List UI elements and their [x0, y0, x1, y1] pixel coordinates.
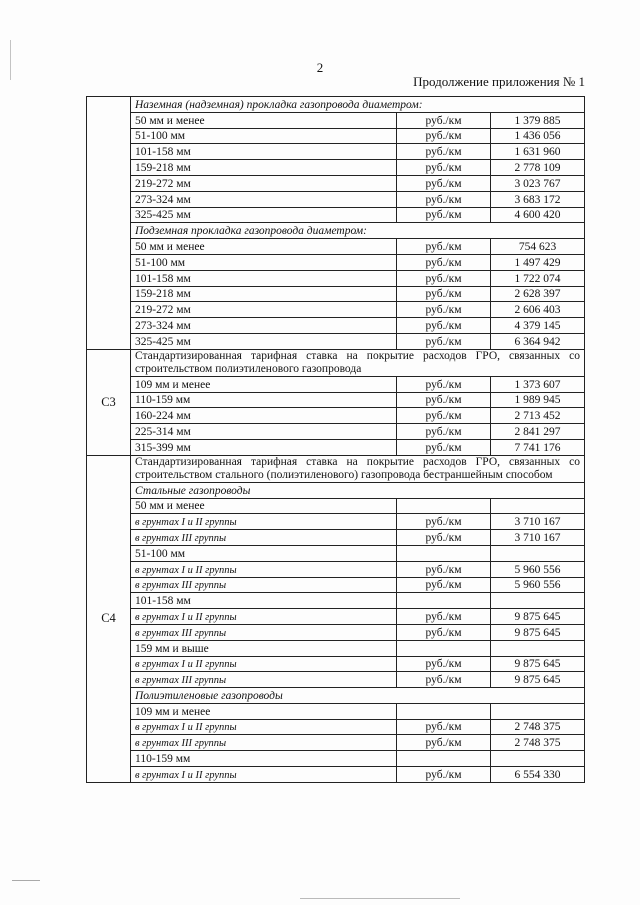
table-row: [87, 561, 585, 577]
soil-group-label: в грунтах III группы: [131, 672, 397, 688]
diameter-label: 315-399 мм: [131, 439, 397, 455]
value-cell: 1 436 056: [491, 128, 585, 144]
page-number: 2: [316, 60, 324, 75]
unit-cell: руб./км: [397, 439, 491, 455]
value-cell: 7 741 176: [491, 439, 585, 455]
table-row: [87, 376, 585, 392]
table-row: [87, 609, 585, 625]
value-cell: 3 023 767: [491, 175, 585, 191]
table-row: [87, 703, 585, 719]
diameter-label: 109 мм и менее: [131, 703, 397, 719]
unit-cell: руб./км: [397, 302, 491, 318]
code-cell: [87, 97, 131, 350]
table-row: [87, 223, 585, 239]
table-row: [87, 455, 585, 482]
unit-cell: руб./км: [397, 286, 491, 302]
value-cell: 6 554 330: [491, 767, 585, 783]
value-cell: 9 875 645: [491, 672, 585, 688]
diameter-label: 50 мм и менее: [131, 239, 397, 255]
unit-cell: руб./км: [397, 561, 491, 577]
code-cell: С4: [87, 455, 131, 782]
unit-cell: [397, 545, 491, 561]
table-row: [87, 767, 585, 783]
table-row: [87, 530, 585, 546]
value-cell: 3 710 167: [491, 514, 585, 530]
table-row: [87, 577, 585, 593]
table-row: [87, 424, 585, 440]
unit-cell: руб./км: [397, 609, 491, 625]
value-cell: 4 600 420: [491, 207, 585, 223]
unit-cell: руб./км: [397, 624, 491, 640]
value-cell: 1 373 607: [491, 376, 585, 392]
value-cell: [491, 545, 585, 561]
value-cell: 3 683 172: [491, 191, 585, 207]
value-cell: 9 875 645: [491, 624, 585, 640]
diameter-label: 159 мм и выше: [131, 640, 397, 656]
value-cell: 2 778 109: [491, 160, 585, 176]
unit-cell: руб./км: [397, 424, 491, 440]
value-cell: 2 748 375: [491, 719, 585, 735]
diameter-label: 51-100 мм: [131, 545, 397, 561]
unit-cell: руб./км: [397, 656, 491, 672]
unit-cell: руб./км: [397, 191, 491, 207]
unit-cell: руб./км: [397, 207, 491, 223]
unit-cell: руб./км: [397, 112, 491, 128]
unit-cell: руб./км: [397, 719, 491, 735]
value-cell: 5 960 556: [491, 577, 585, 593]
table-row: [87, 688, 585, 704]
unit-cell: [397, 703, 491, 719]
diameter-label: 273-324 мм: [131, 191, 397, 207]
unit-cell: [397, 593, 491, 609]
table-row: [87, 254, 585, 270]
table-row: [87, 656, 585, 672]
diameter-label: 101-158 мм: [131, 144, 397, 160]
diameter-label: 159-218 мм: [131, 160, 397, 176]
table-row: [87, 144, 585, 160]
value-cell: 1 989 945: [491, 392, 585, 408]
value-cell: 9 875 645: [491, 609, 585, 625]
code-cell: С3: [87, 349, 131, 455]
value-cell: 2 606 403: [491, 302, 585, 318]
value-cell: [491, 640, 585, 656]
table-row: [87, 672, 585, 688]
table-row: [87, 160, 585, 176]
value-cell: 2 713 452: [491, 408, 585, 424]
table-row: [87, 498, 585, 514]
table-row: [87, 624, 585, 640]
table-row: [87, 128, 585, 144]
table-row: [87, 719, 585, 735]
unit-cell: руб./км: [397, 767, 491, 783]
table-row: [87, 439, 585, 455]
unit-cell: руб./км: [397, 735, 491, 751]
diameter-label: 325-425 мм: [131, 333, 397, 349]
value-cell: 4 379 145: [491, 318, 585, 334]
unit-cell: руб./км: [397, 175, 491, 191]
table-row: [87, 333, 585, 349]
table-row: [87, 97, 585, 113]
diameter-label: 51-100 мм: [131, 128, 397, 144]
value-cell: 1 379 885: [491, 112, 585, 128]
diameter-label: 101-158 мм: [131, 593, 397, 609]
table-row: [87, 302, 585, 318]
unit-cell: [397, 498, 491, 514]
table-row: [87, 239, 585, 255]
diameter-label: 110-159 мм: [131, 392, 397, 408]
diameter-label: 225-314 мм: [131, 424, 397, 440]
unit-cell: [397, 640, 491, 656]
section-heading: Наземная (надземная) прокладка газопровода диаметром:: [131, 97, 585, 113]
soil-group-label: в грунтах III группы: [131, 577, 397, 593]
table-row: [87, 593, 585, 609]
diameter-label: 160-224 мм: [131, 408, 397, 424]
rate-description: Стандартизированная тарифная ставка на покрытие расходов ГРО, связанных со строительством стального (полиэтиленового) газопровода бестраншейным способом: [131, 455, 585, 482]
rate-description: Стандартизированная тарифная ставка на покрытие расходов ГРО, связанных со строительством полиэтиленового газопровода: [131, 349, 585, 376]
scan-mark: [10, 40, 11, 80]
unit-cell: руб./км: [397, 672, 491, 688]
diameter-label: 101-158 мм: [131, 270, 397, 286]
soil-group-label: в грунтах I и II группы: [131, 719, 397, 735]
table-row: [87, 318, 585, 334]
diameter-label: 325-425 мм: [131, 207, 397, 223]
unit-cell: руб./км: [397, 530, 491, 546]
diameter-label: 273-324 мм: [131, 318, 397, 334]
value-cell: 6 364 942: [491, 333, 585, 349]
unit-cell: руб./км: [397, 254, 491, 270]
table-row: [87, 408, 585, 424]
unit-cell: руб./км: [397, 239, 491, 255]
diameter-label: 50 мм и менее: [131, 498, 397, 514]
table-row: [87, 286, 585, 302]
diameter-label: 159-218 мм: [131, 286, 397, 302]
diameter-label: 219-272 мм: [131, 175, 397, 191]
table-row: [87, 482, 585, 498]
tariff-table-body: [87, 97, 585, 783]
unit-cell: руб./км: [397, 128, 491, 144]
table-row: [87, 112, 585, 128]
unit-cell: руб./км: [397, 333, 491, 349]
scan-mark: [300, 898, 460, 899]
diameter-label: 51-100 мм: [131, 254, 397, 270]
table-row: [87, 735, 585, 751]
unit-cell: руб./км: [397, 318, 491, 334]
soil-group-label: в грунтах I и II группы: [131, 767, 397, 783]
value-cell: 754 623: [491, 239, 585, 255]
diameter-label: 50 мм и менее: [131, 112, 397, 128]
soil-group-label: в грунтах I и II группы: [131, 609, 397, 625]
tariff-table: [86, 96, 585, 783]
unit-cell: руб./км: [397, 160, 491, 176]
section-heading: Подземная прокладка газопровода диаметром:: [131, 223, 585, 239]
diameter-label: 110-159 мм: [131, 751, 397, 767]
value-cell: 1 497 429: [491, 254, 585, 270]
unit-cell: руб./км: [397, 376, 491, 392]
appendix-continuation: Продолжение приложения № 1: [413, 74, 585, 89]
table-row: [87, 349, 585, 376]
soil-group-label: в грунтах I и II группы: [131, 514, 397, 530]
unit-cell: руб./км: [397, 408, 491, 424]
value-cell: [491, 703, 585, 719]
soil-group-label: в грунтах III группы: [131, 530, 397, 546]
value-cell: 1 722 074: [491, 270, 585, 286]
unit-cell: руб./км: [397, 392, 491, 408]
value-cell: [491, 593, 585, 609]
table-row: [87, 545, 585, 561]
table-row: [87, 270, 585, 286]
table-row: [87, 392, 585, 408]
value-cell: 5 960 556: [491, 561, 585, 577]
soil-group-label: в грунтах I и II группы: [131, 561, 397, 577]
value-cell: 2 841 297: [491, 424, 585, 440]
table-row: [87, 191, 585, 207]
unit-cell: руб./км: [397, 270, 491, 286]
table-row: [87, 514, 585, 530]
value-cell: 3 710 167: [491, 530, 585, 546]
value-cell: 1 631 960: [491, 144, 585, 160]
value-cell: 9 875 645: [491, 656, 585, 672]
diameter-label: 109 мм и менее: [131, 376, 397, 392]
value-cell: [491, 751, 585, 767]
soil-group-label: в грунтах III группы: [131, 735, 397, 751]
soil-group-label: в грунтах III группы: [131, 624, 397, 640]
value-cell: 2 628 397: [491, 286, 585, 302]
unit-cell: руб./км: [397, 577, 491, 593]
scan-mark: [12, 880, 40, 881]
unit-cell: руб./км: [397, 514, 491, 530]
soil-group-label: в грунтах I и II группы: [131, 656, 397, 672]
table-row: [87, 207, 585, 223]
unit-cell: руб./км: [397, 144, 491, 160]
section-heading: Стальные газопроводы: [131, 482, 585, 498]
value-cell: [491, 498, 585, 514]
table-row: [87, 175, 585, 191]
unit-cell: [397, 751, 491, 767]
diameter-label: 219-272 мм: [131, 302, 397, 318]
table-row: [87, 640, 585, 656]
value-cell: 2 748 375: [491, 735, 585, 751]
section-heading: Полиэтиленовые газопроводы: [131, 688, 585, 704]
table-row: [87, 751, 585, 767]
